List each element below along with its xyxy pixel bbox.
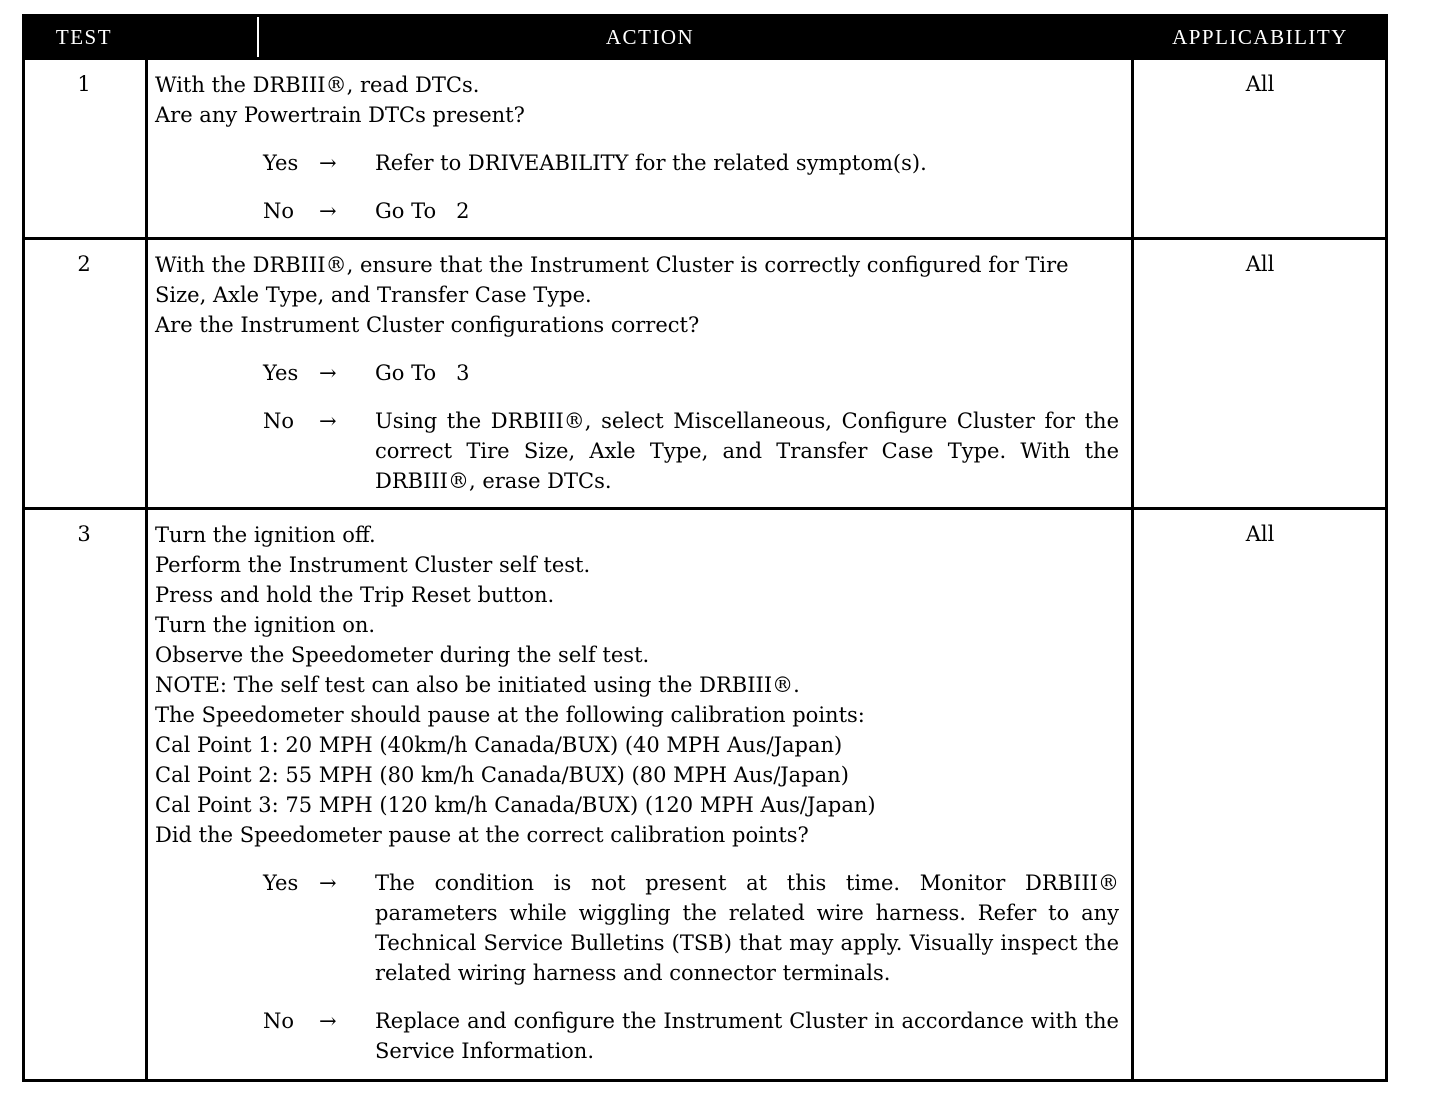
- answer-no: [155, 1006, 1125, 1066]
- answer-text: Go To 3: [375, 361, 470, 385]
- action-line: Turn the ignition off.: [155, 523, 376, 547]
- answer-label: Yes: [263, 361, 299, 385]
- action-question: Are any Powertrain DTCs present?: [155, 103, 525, 127]
- answer-text: Replace and configure the Instrument Cluster in accordance with the Service Information.: [375, 1009, 1119, 1063]
- applicability-cell: All: [1245, 522, 1275, 546]
- test-row-2: [25, 237, 1385, 507]
- calibration-point-3: Cal Point 3: 75 MPH (120 km/h Canada/BUX) (120 MPH Aus/Japan): [155, 793, 876, 817]
- table-header: [25, 17, 1385, 57]
- applicability-cell: All: [1245, 72, 1275, 96]
- action-question: Are the Instrument Cluster configurations correct?: [155, 313, 700, 337]
- arrow-right-icon: →: [319, 151, 337, 175]
- calibration-point-2: Cal Point 2: 55 MPH (80 km/h Canada/BUX) (80 MPH Aus/Japan): [155, 763, 849, 787]
- header-applicability: APPLICABILITY: [1172, 25, 1348, 49]
- answer-text: Go To 2: [375, 199, 470, 223]
- column-divider: [145, 240, 148, 507]
- arrow-right-icon: →: [319, 199, 337, 223]
- action-line: With the DRBIII®, ensure that the Instrument Cluster is correctly configured for Tire Size, Axle Type, and Transfer Case Type.: [155, 253, 1069, 307]
- answer-text: Using the DRBIII®, select Miscellaneous, Configure Cluster for the correct Tire Size, Axle Type, and Transfer Case Type. With the DRBIII®, erase DTCs.: [375, 409, 1119, 493]
- action-line: Perform the Instrument Cluster self test.: [155, 553, 591, 577]
- test-number: 1: [77, 72, 91, 96]
- applicability-cell: All: [1245, 252, 1275, 276]
- test-number: 3: [77, 522, 91, 546]
- test-number: 2: [77, 252, 91, 276]
- test-row-3: [25, 507, 1385, 1079]
- arrow-right-icon: →: [319, 1009, 337, 1033]
- action-note: NOTE: The self test can also be initiated using the DRBIII®.: [155, 673, 800, 697]
- answer-no: [155, 196, 1125, 226]
- arrow-right-icon: →: [319, 409, 337, 433]
- header-action: ACTION: [257, 17, 1041, 57]
- answer-label: Yes: [263, 871, 299, 895]
- answer-label: No: [263, 409, 295, 433]
- column-divider: [1131, 240, 1134, 507]
- action-cell: [155, 60, 1125, 226]
- column-divider: [145, 510, 148, 1079]
- action-cell: [155, 510, 1125, 1066]
- column-divider: [145, 60, 148, 237]
- header-test: TEST: [55, 25, 113, 49]
- answer-yes: [155, 358, 1125, 388]
- answer-yes: [155, 868, 1125, 988]
- calibration-point-1: Cal Point 1: 20 MPH (40km/h Canada/BUX) (40 MPH Aus/Japan): [155, 733, 843, 757]
- action-line: Turn the ignition on.: [155, 613, 376, 637]
- column-divider: [1131, 60, 1134, 237]
- action-line: Press and hold the Trip Reset button.: [155, 583, 555, 607]
- answer-no: [155, 406, 1125, 496]
- column-divider: [1131, 510, 1134, 1079]
- answer-yes: [155, 148, 1125, 178]
- diagnostic-test-table: [22, 14, 1388, 1082]
- action-line: Observe the Speedometer during the self test.: [155, 643, 650, 667]
- answer-label: Yes: [263, 151, 299, 175]
- arrow-right-icon: →: [319, 871, 337, 895]
- action-question: Did the Speedometer pause at the correct calibration points?: [155, 823, 809, 847]
- action-cell: [155, 240, 1125, 496]
- answer-label: No: [263, 199, 295, 223]
- action-line: The Speedometer should pause at the following calibration points:: [155, 703, 865, 727]
- answer-text: The condition is not present at this time. Monitor DRBIII® parameters while wiggling the related wire harness. Refer to any Technical Service Bulletins (TSB) that may apply. Visually inspect the related wiring harness and connector terminals.: [375, 871, 1119, 985]
- answer-text: Refer to DRIVEABILITY for the related symptom(s).: [375, 151, 927, 175]
- answer-label: No: [263, 1009, 295, 1033]
- test-row-1: [25, 57, 1385, 237]
- action-line: With the DRBIII®, read DTCs.: [155, 73, 480, 97]
- arrow-right-icon: →: [319, 361, 337, 385]
